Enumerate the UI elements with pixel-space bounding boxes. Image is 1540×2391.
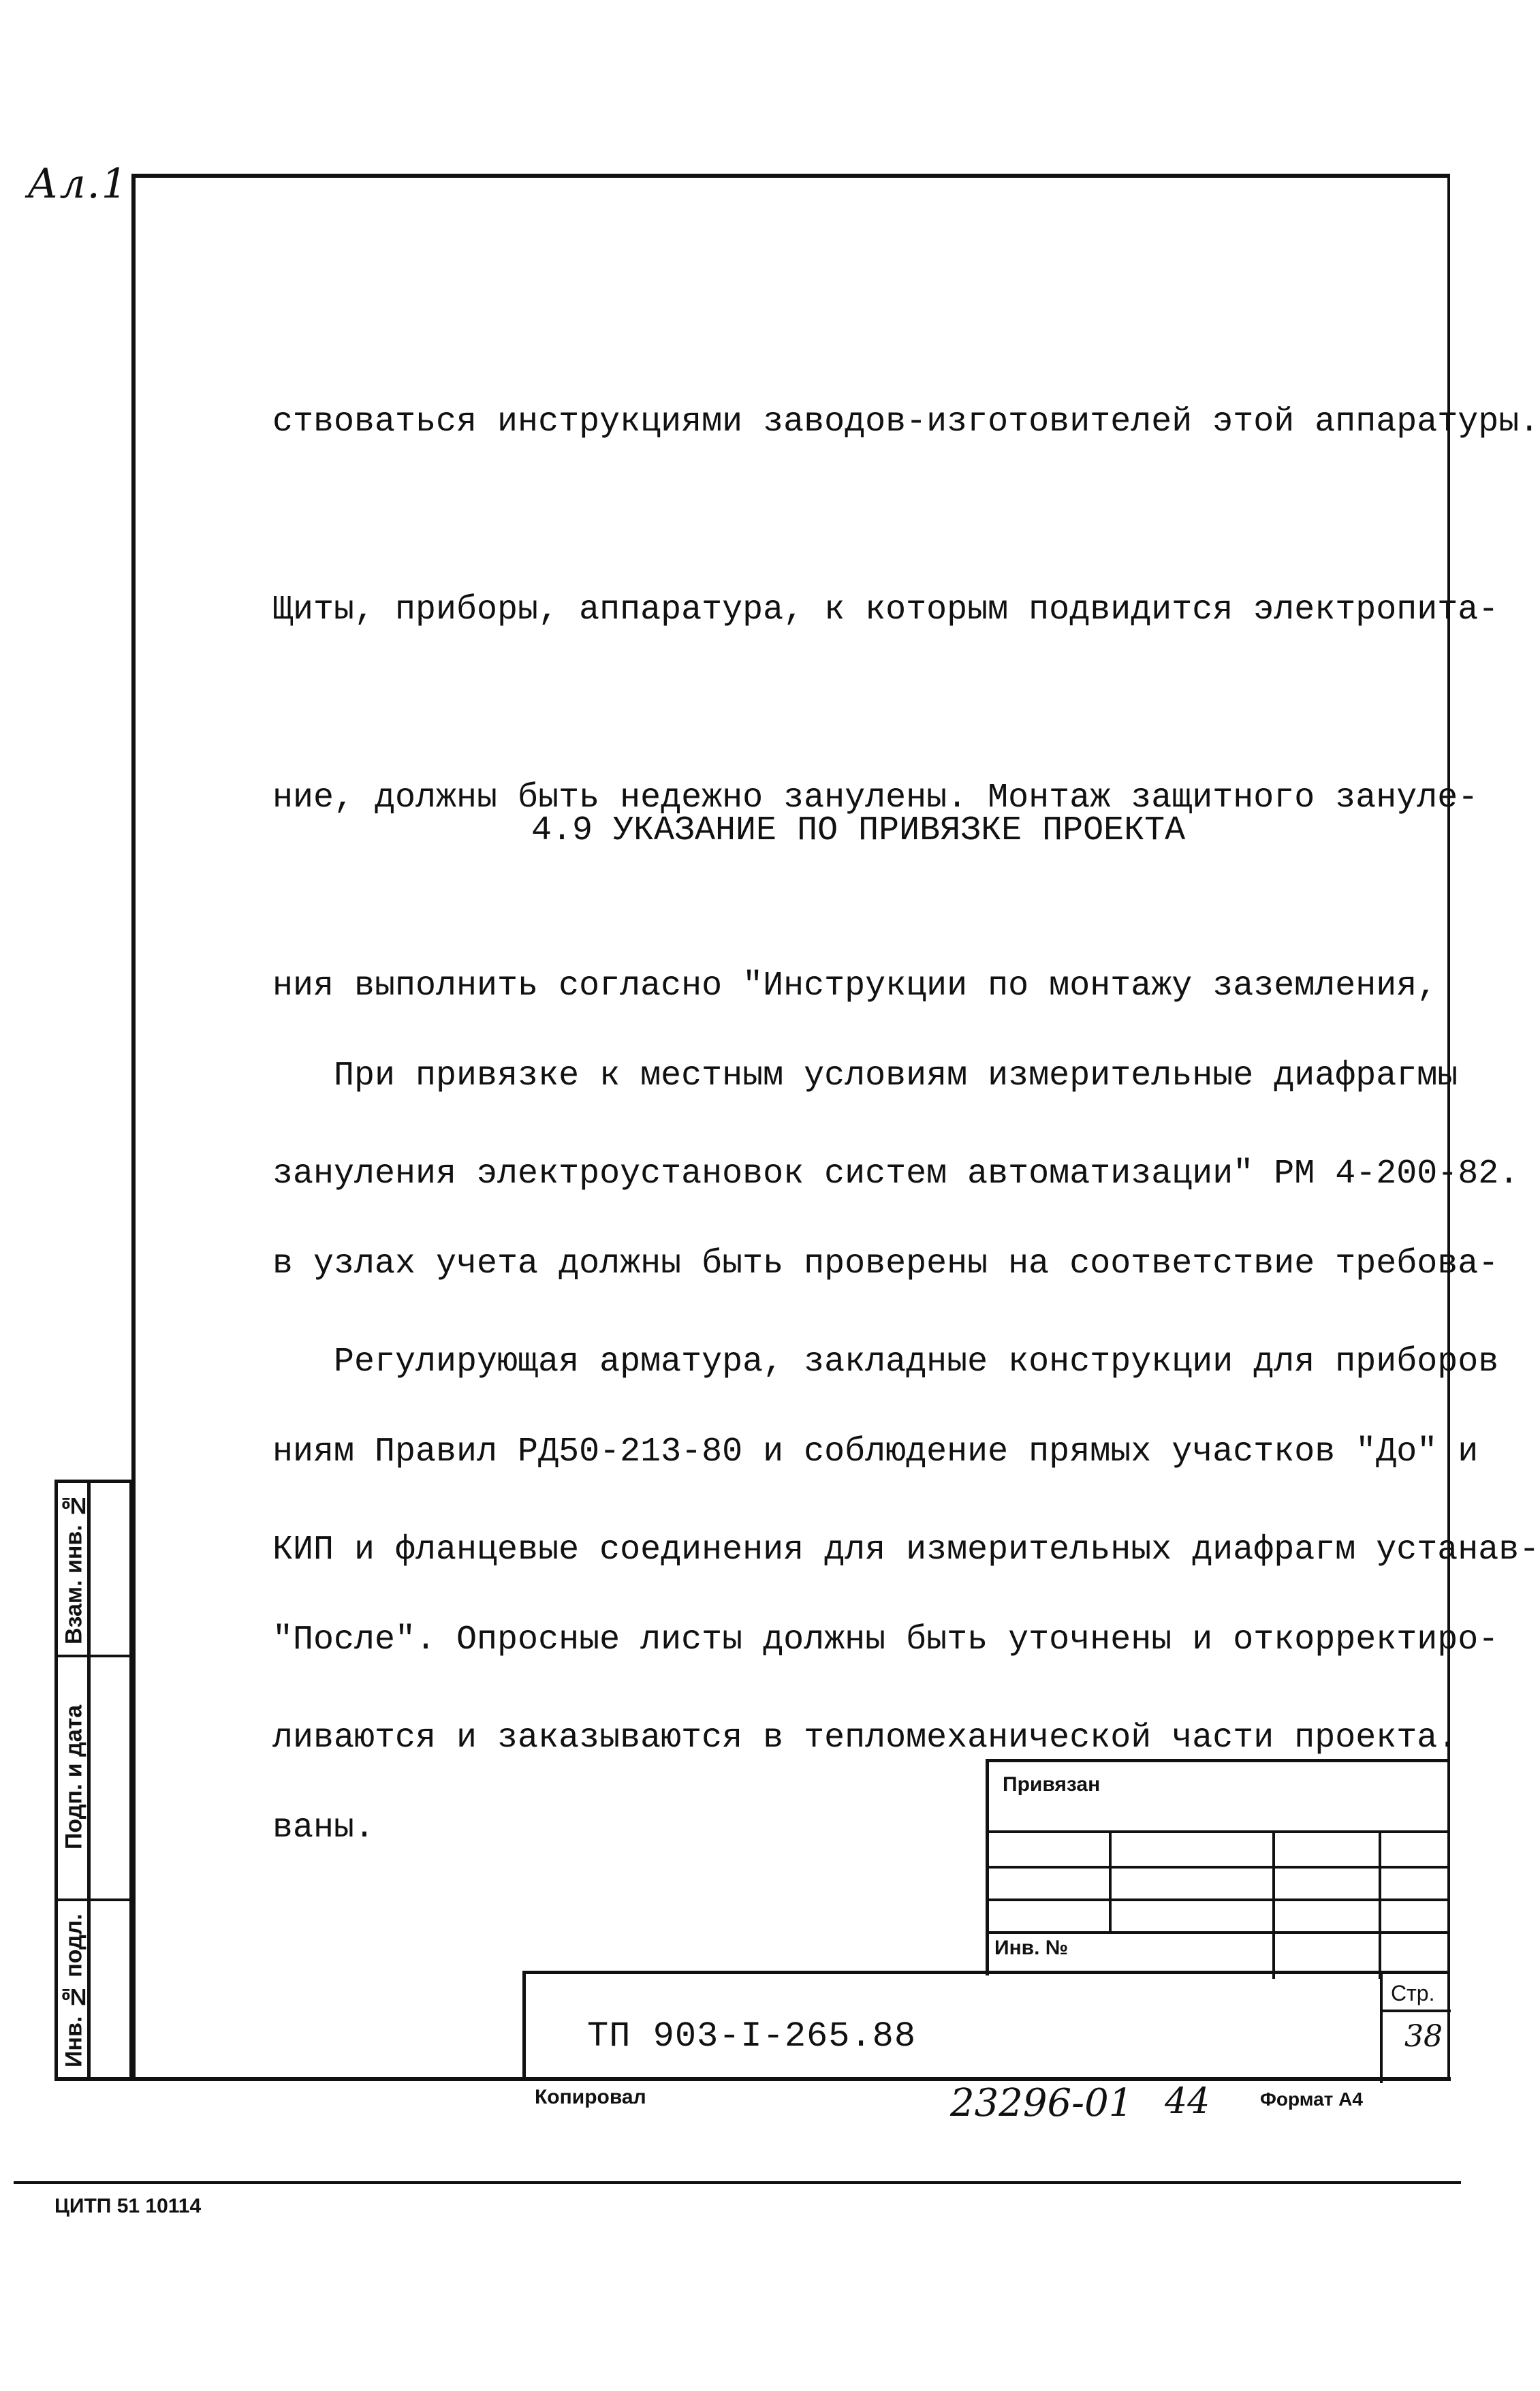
page-cell-divider <box>1380 1974 1383 2083</box>
section-title: 4.9 УКАЗАНИЕ ПО ПРИВЯЗКЕ ПРОЕКТА <box>531 811 1186 850</box>
inv-no-label: Инв. № <box>994 1937 1069 1959</box>
table-line <box>1379 1830 1381 1979</box>
inv-podl-label: Инв. № подл. <box>61 1913 87 2067</box>
format-label: Формат А4 <box>1260 2089 1363 2110</box>
privyazan-label: Привязан <box>1003 1773 1101 1796</box>
text-line: ствоваться инструкциями заводов-изготовителей этой аппаратуры. <box>272 403 1540 441</box>
text-line: Щиты, приборы, аппаратура, к которым подвидится электропита- <box>272 591 1499 629</box>
side-stamp <box>54 1480 133 2081</box>
podp-data-label: Подп. и дата <box>61 1704 87 1850</box>
text-line: ливаются и заказываются в тепломеханической части проекта. <box>272 1719 1458 1757</box>
kopiroval-label: Копировал <box>535 2086 646 2108</box>
text-line: ние, должны быть недежно занулены. Монтаж защитного зануле- <box>272 779 1479 817</box>
printer-mark: ЦИТП 51 10114 <box>54 2195 202 2217</box>
corner-mark: Ал.1 <box>27 160 129 208</box>
doc-code-box <box>522 1971 1450 2080</box>
text-line: КИП и фланцевые соединения для измерительных диафрагм устанав- <box>272 1531 1540 1569</box>
table-line <box>1272 1830 1275 1979</box>
page-cell-divider <box>1380 2010 1451 2012</box>
text-line: ниям Правил РД50-213-80 и соблюдение прямых участков "До" и <box>272 1433 1479 1471</box>
text-line: ваны. <box>272 1809 375 1847</box>
document-code: ТП 903-I-265.88 <box>587 2016 917 2057</box>
text-line: Регулирующая арматура, закладные конструкции для приборов <box>272 1343 1499 1381</box>
handwritten-number: 23296-01 <box>950 2081 1133 2125</box>
table-line <box>1109 1830 1112 1933</box>
privyazan-table <box>986 1759 1450 1975</box>
text-line: зануления электроустановок систем автоматизации" РМ 4-200-82. <box>272 1155 1520 1193</box>
page-label: Стр. <box>1391 1981 1435 2005</box>
text-line: в узлах учета должны быть проверены на соответствие требова- <box>272 1245 1499 1283</box>
page-number: 38 <box>1404 2019 1443 2054</box>
text-line: "После". Опросные листы должны быть уточнены и откорректиро- <box>272 1621 1499 1659</box>
text-line: ния выполнить согласно "Инструкции по монтажу заземления, <box>272 967 1438 1005</box>
footer-rule <box>14 2181 1461 2184</box>
handwritten-sheet: 44 <box>1165 2081 1210 2122</box>
text-line: При привязке к местным условиям измерительные диафрагмы <box>272 1057 1458 1095</box>
vzam-inv-label: Взам. инв. № <box>61 1492 87 1644</box>
